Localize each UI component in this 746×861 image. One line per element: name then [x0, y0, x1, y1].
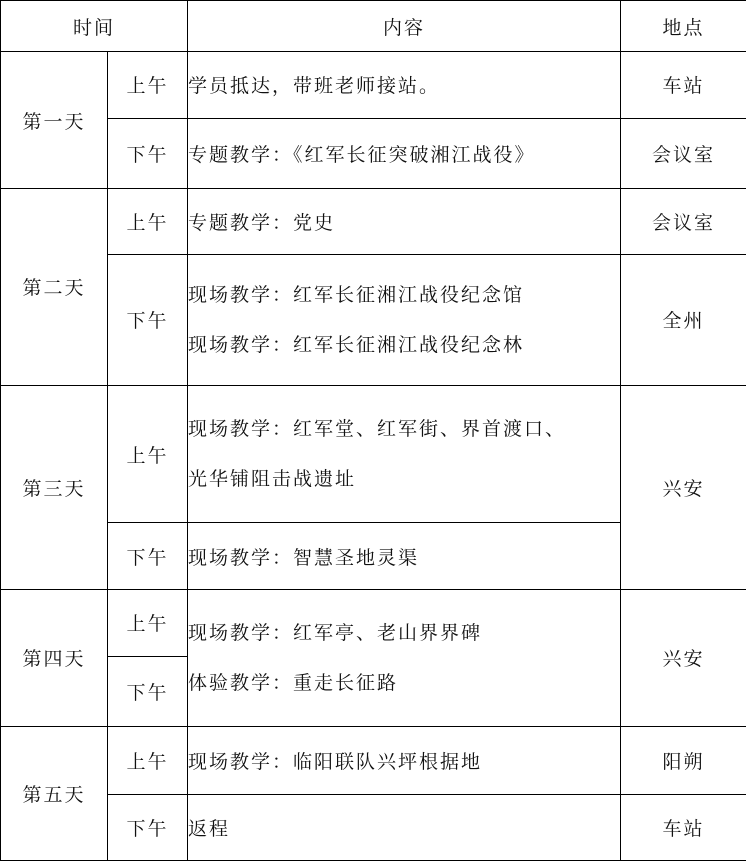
activity-content: 现场教学：临阳联队兴坪根据地: [188, 727, 621, 794]
header-row: [1, 1, 746, 52]
period-label: 上午: [108, 188, 188, 254]
table-row: [1, 255, 746, 386]
activity-content: 学员抵达，带班老师接站。: [188, 52, 621, 118]
header-time: 时间: [1, 1, 188, 52]
period-label: 上午: [108, 727, 188, 794]
header-content: 内容: [188, 1, 621, 52]
day-label: 第三天: [1, 385, 108, 589]
activity-content: [188, 255, 621, 386]
activity-line: 现场教学：红军长征湘江战役纪念馆: [188, 283, 525, 306]
table-row: [1, 794, 746, 860]
activity-line: 光华铺阻击战遗址: [188, 468, 357, 491]
activity-content: 专题教学：《红军长征突破湘江战役》: [188, 118, 621, 188]
day-label: 第四天: [1, 589, 108, 727]
activity-content: [188, 385, 621, 523]
place-cell: 兴安: [621, 385, 746, 589]
period-label: 上午: [108, 589, 188, 656]
period-label: 下午: [108, 656, 188, 726]
place-cell: 阳朔: [621, 727, 746, 794]
period-label: 下午: [108, 255, 188, 386]
period-label: 下午: [108, 794, 188, 860]
table-row: [1, 118, 746, 188]
day-label: 第五天: [1, 727, 108, 861]
activity-line: 现场教学：红军堂、红军街、界首渡口、: [188, 418, 567, 441]
activity-line: 体验教学：重走长征路: [188, 671, 399, 694]
table-row: [1, 589, 746, 656]
day-label: 第二天: [1, 188, 108, 385]
activity-content: [188, 589, 621, 727]
activity-content: 专题教学：党史: [188, 188, 621, 254]
place-cell: 会议室: [621, 118, 746, 188]
day-label: 第一天: [1, 52, 108, 189]
table-row: [1, 727, 746, 794]
period-label: 下午: [108, 523, 188, 589]
period-label: 上午: [108, 52, 188, 118]
period-label: 上午: [108, 385, 188, 523]
table-row: [1, 188, 746, 254]
activity-line: 现场教学：红军长征湘江战役纪念林: [188, 333, 525, 356]
place-cell: 会议室: [621, 188, 746, 254]
place-cell: 车站: [621, 52, 746, 118]
header-place: 地点: [621, 1, 746, 52]
activity-line: 现场教学：红军亭、老山界界碑: [188, 621, 483, 644]
table-row: [1, 52, 746, 118]
activity-content: 返程: [188, 794, 621, 860]
table-row: [1, 385, 746, 523]
place-cell: 车站: [621, 794, 746, 860]
period-label: 下午: [108, 118, 188, 188]
place-cell: 兴安: [621, 589, 746, 727]
place-cell: 全州: [621, 255, 746, 386]
activity-content: 现场教学：智慧圣地灵渠: [188, 523, 621, 589]
